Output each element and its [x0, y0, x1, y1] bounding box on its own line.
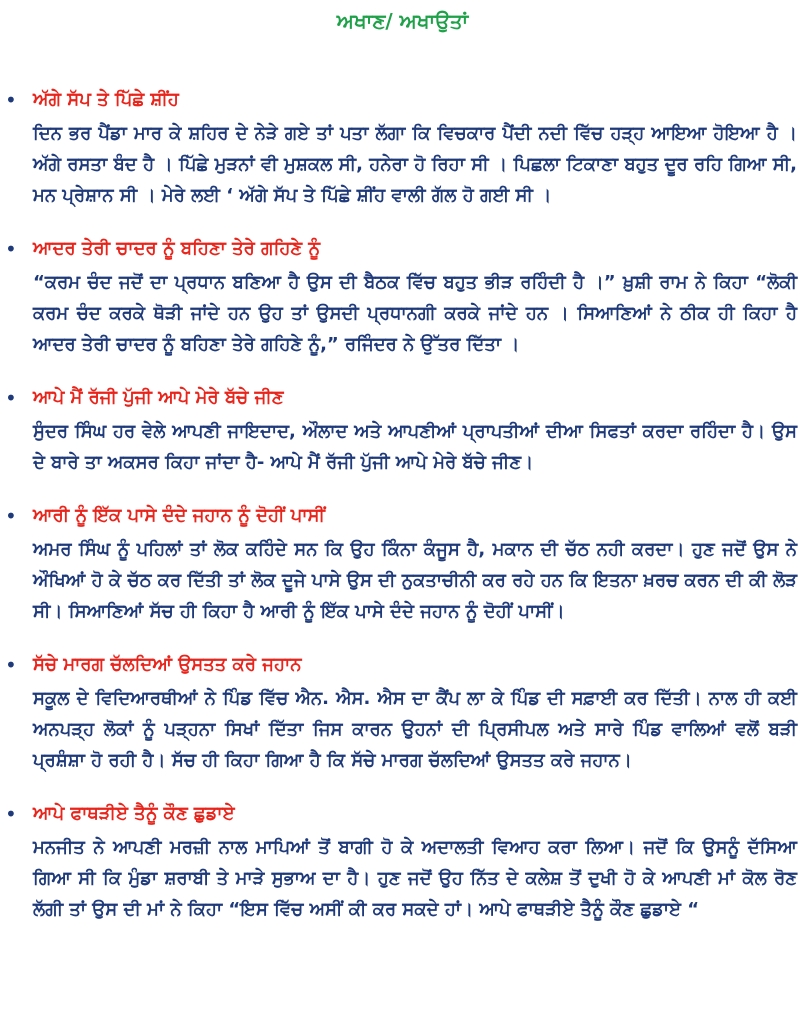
idiom-item	[0, 380, 805, 478]
bullet-icon: •	[5, 88, 17, 112]
idiom-item	[0, 796, 805, 925]
bullet-icon: •	[5, 504, 17, 528]
idiom-example-text: ਦਿਨ ਭਰ ਪੈਂਡਾ ਮਾਰ ਕੇ ਸ਼ਹਿਰ ਦੇ ਨੇੜੇ ਗਏ ਤਾਂ ਪਤਾ ਲੱਗਾ ਕਿ ਵਿਚਕਾਰ ਪੈਂਦੀ ਨਦੀ ਵਿੱਚ ਹੜ੍ਹ ਆਇਆ ਹੋਇਆ ਹੈ । ਅੱਗੇ ਰਸਤਾ ਬੰਦ ਹੈ । ਪਿੱਛੇ ਮੁੜਨਾਂ ਵੀ ਮੁਸ਼ਕਲ ਸੀ, ਹਨੇਰਾ ਹੋ ਰਿਹਾ ਸੀ । ਪਿਛਲਾ ਟਿਕਾਣਾ ਬਹੁਤ ਦੂਰ ਰਹਿ ਗਿਆ ਸੀ, ਮਨ ਪ੍ਰੇਸ਼ਾਨ ਸੀ । ਮੇਰੇ ਲਈ ‘ ਅੱਗੇ ਸੱਪ ਤੇ ਪਿੱਛੇ ਸ਼ੀਂਹ ਵਾਲੀ ਗੱਲ ਹੋ ਗਈ ਸੀ ।	[33, 123, 797, 206]
idiom-list	[0, 82, 805, 945]
bullet-icon: •	[5, 237, 17, 261]
idiom-example-text: ਅਮਰ ਸਿੰਘ ਨੂੰ ਪਹਿਲਾਂ ਤਾਂ ਲੋਕ ਕਹਿੰਦੇ ਸਨ ਕਿ ਉਹ ਕਿੰਨਾ ਕੰਜੂਸ ਹੈ, ਮਕਾਨ ਦੀ ਚੱਠ ਨਹੀ ਕਰਦਾ। ਹੁਣ ਜਦੋਂ ਉਸ ਨੇ ਔਖਿਆਂ ਹੋ ਕੇ ਚੱਠ ਕਰ ਦਿੱਤੀ ਤਾਂ ਲੋਕ ਦੂਜੇ ਪਾਸੇ ਉਸ ਦੀ ਨੁਕਤਾਚੀਨੀ ਕਰ ਰਹੇ ਹਨ ਕਿ ਇਤਨਾ ਖ਼ਰਚ ਕਰਨ ਦੀ ਕੀ ਲੋੜ ਸੀ। ਸਿਆਣਿਆਂ ਸੱਚ ਹੀ ਕਿਹਾ ਹੈ ਆਰੀ ਨੂੰ ਇੱਕ ਪਾਸੇ ਦੰਦੇ ਜਹਾਨ ਨੂੰ ਦੋਹੀਂ ਪਾਸੀਂ।	[33, 539, 797, 622]
bullet-icon: •	[5, 653, 17, 677]
bullet-icon: •	[5, 386, 17, 410]
idiom-item	[0, 231, 805, 360]
idiom-example-text: “ਕਰਮ ਚੰਦ ਜਦੋਂ ਦਾ ਪ੍ਰਧਾਨ ਬਣਿਆ ਹੈ ਉਸ ਦੀ ਬੈਠਕ ਵਿੱਚ ਬਹੁਤ ਭੀੜ ਰਹਿੰਦੀ ਹੈ ।” ਖ਼ੁਸ਼ੀ ਰਾਮ ਨੇ ਕਿਹਾ “ਲੋਕੀ ਕਰਮ ਚੰਦ ਕਰਕੇ ਥੋੜੀ ਜਾਂਦੇ ਹਨ ਉਹ ਤਾਂ ਉਸਦੀ ਪ੍ਰਧਾਨਗੀ ਕਰਕੇ ਜਾਂਦੇ ਹਨ । ਸਿਆਣਿਆਂ ਨੇ ਠੀਕ ਹੀ ਕਿਹਾ ਹੈ ਆਦਰ ਤੇਰੀ ਚਾਦਰ ਨੂੰ ਬਹਿਣਾ ਤੇਰੇ ਗਹਿਣੇ ਨੂੰ,” ਰਜਿੰਦਰ ਨੇ ਉੱਤਰ ਦਿੱਤਾ ।	[33, 272, 797, 355]
bullet-icon: •	[5, 802, 17, 826]
idiom-example-text: ਸੁੰਦਰ ਸਿੰਘ ਹਰ ਵੇਲੇ ਆਪਣੀ ਜਾਇਦਾਦ, ਔਲਾਦ ਅਤੇ ਆਪਣੀਆਂ ਪ੍ਰਾਪਤੀਆਂ ਦੀਆ ਸਿਫਤਾਂ ਕਰਦਾ ਰਹਿੰਦਾ ਹੈ। ਉਸ ਦੇ ਬਾਰੇ ਤਾ ਅਕਸਰ ਕਿਹਾ ਜਾਂਦਾ ਹੈ- ਆਪੇ ਮੈਂ ਰੱਜੀ ਪੁੱਜੀ ਆਪੇ ਮੇਰੇ ਬੱਚੇ ਜੀਣ।	[33, 421, 797, 473]
idiom-title: ਅੱਗੇ ਸੱਪ ਤੇ ਪਿੱਛੇ ਸ਼ੀਂਹ	[33, 89, 179, 110]
idiom-title: ਆਪੇ ਮੈਂ ਰੱਜੀ ਪੁੱਜੀ ਆਪੇ ਮੇਰੇ ਬੱਚੇ ਜੀਣ	[33, 387, 284, 408]
idiom-item	[0, 498, 805, 627]
idiom-item	[0, 82, 805, 211]
idiom-example-text: ਮਨਜੀਤ ਨੇ ਆਪਣੀ ਮਰਜ਼ੀ ਨਾਲ ਮਾਪਿਆਂ ਤੋਂ ਬਾਗੀ ਹੋ ਕੇ ਅਦਾਲਤੀ ਵਿਆਹ ਕਰਾ ਲਿਆ। ਜਦੋਂ ਕਿ ਉਸਨੂੰ ਦੱਸਿਆ ਗਿਆ ਸੀ ਕਿ ਮੁੰਡਾ ਸ਼ਰਾਬੀ ਤੇ ਮਾੜੇ ਸੁਭਾਅ ਦਾ ਹੈ। ਹੁਣ ਜਦੋਂ ਉਹ ਨਿੱਤ ਦੇ ਕਲੇਸ਼ ਤੋਂ ਦੁਖੀ ਹੋ ਕੇ ਆਪਣੀ ਮਾਂ ਕੋਲ ਰੋਣ ਲੱਗੀ ਤਾਂ ਉਸ ਦੀ ਮਾਂ ਨੇ ਕਿਹਾ “ਇਸ ਵਿੱਚ ਅਸੀਂ ਕੀ ਕਰ ਸਕਦੇ ਹਾਂ। ਆਪੇ ਫਾਥੜੀਏ ਤੈਨੂੰ ਕੌਣ ਛੁਡਾਏ “	[33, 837, 797, 920]
idiom-title: ਆਰੀ ਨੂੰ ਇੱਕ ਪਾਸੇ ਦੰਦੇ ਜਹਾਨ ਨੂੰ ਦੋਹੀਂ ਪਾਸੀਂ	[33, 505, 325, 526]
page-title: ਅਖਾਣ/ ਅਖਾਉਤਾਂ	[336, 9, 469, 33]
idiom-item	[0, 647, 805, 776]
idiom-title: ਆਪੇ ਫਾਥੜੀਏ ਤੈਨੂੰ ਕੌਣ ਛੁਡਾਏ	[33, 803, 235, 824]
idiom-title: ਸੱਚੇ ਮਾਰਗ ਚੱਲਦਿਆਂ ਉਸਤਤ ਕਰੇ ਜਹਾਨ	[33, 654, 302, 675]
idiom-title: ਆਦਰ ਤੇਰੀ ਚਾਦਰ ਨੂੰ ਬਹਿਣਾ ਤੇਰੇ ਗਹਿਣੇ ਨੂੰ	[33, 238, 321, 259]
idiom-example-text: ਸਕੂਲ ਦੇ ਵਿਦਿਆਰਥੀਆਂ ਨੇ ਪਿੰਡ ਵਿੱਚ ਐਨ. ਐਸ. ਐਸ ਦਾ ਕੈਂਪ ਲਾ ਕੇ ਪਿੰਡ ਦੀ ਸਫ਼ਾਈ ਕਰ ਦਿੱਤੀ। ਨਾਲ ਹੀ ਕਈ ਅਨਪੜ੍ਹ ਲੋਕਾਂ ਨੂੰ ਪੜ੍ਹਨਾ ਸਿਖਾਂ ਦਿੱਤਾ ਜਿਸ ਕਾਰਨ ਉਹਨਾਂ ਦੀ ਪ੍ਰਿਸੀਪਲ ਅਤੇ ਸਾਰੇ ਪਿੰਡ ਵਾਲਿਆਂ ਵਲੋਂ ਬੜੀ ਪ੍ਰਸ਼ੰਸ਼ਾ ਹੋ ਰਹੀ ਹੈ। ਸੱਚ ਹੀ ਕਿਹਾ ਗਿਆ ਹੈ ਕਿ ਸੱਚੇ ਮਾਰਗ ਚੱਲਦਿਆਂ ਉਸਤਤ ਕਰੇ ਜਹਾਨ।	[33, 688, 797, 771]
